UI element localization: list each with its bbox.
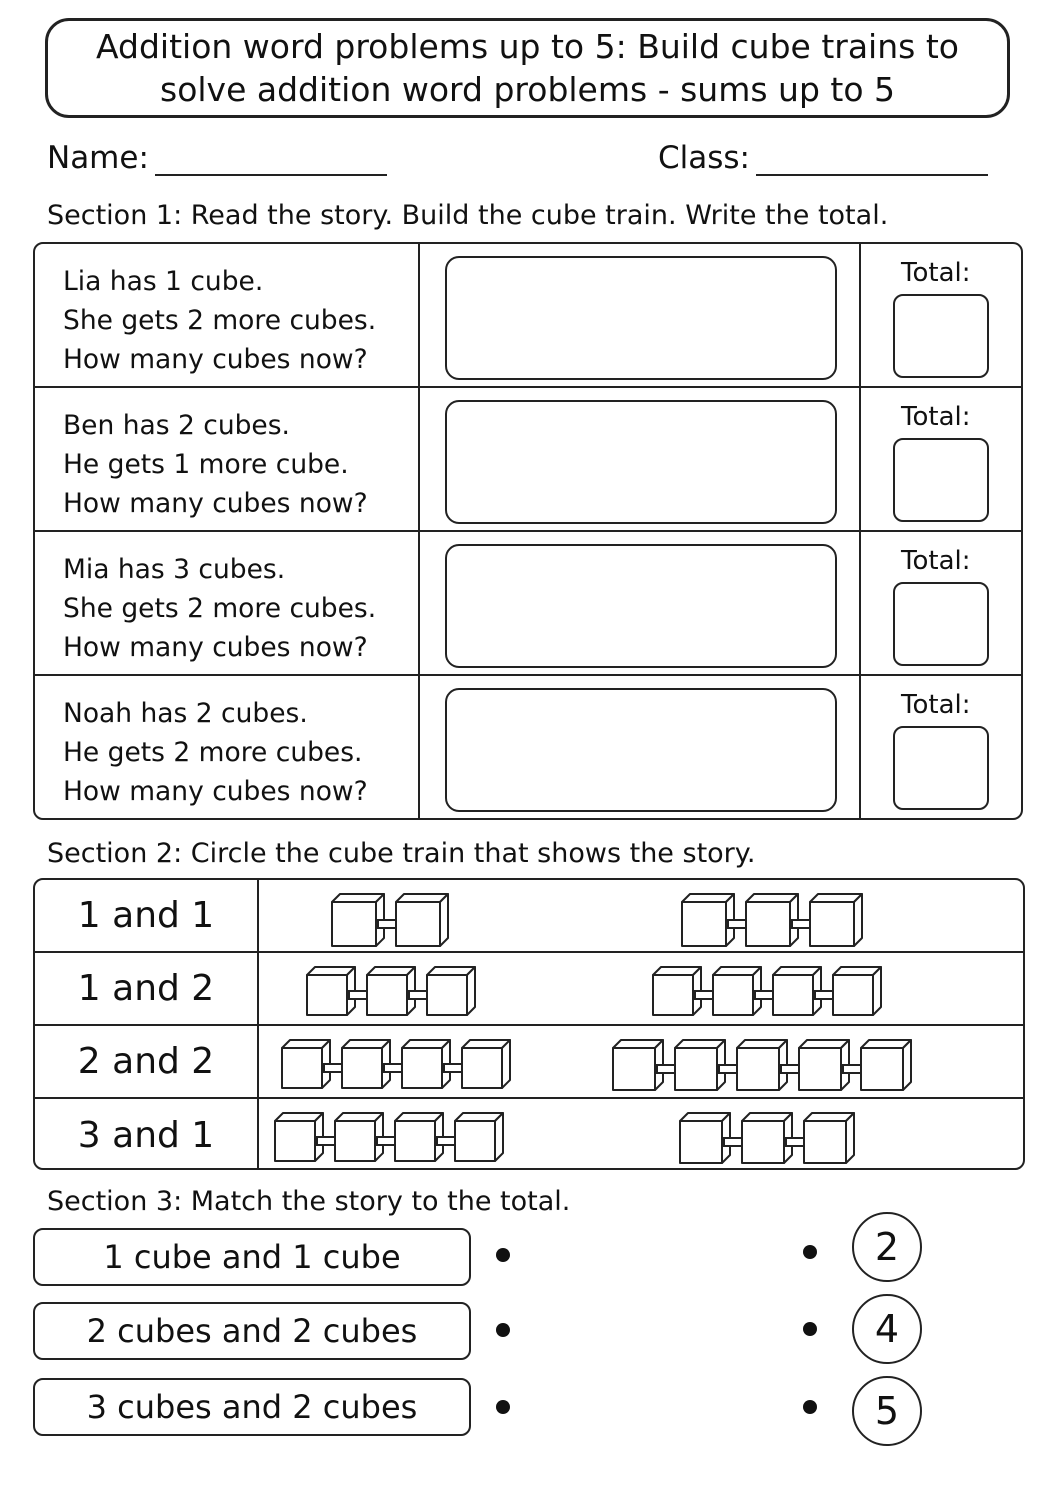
- cube: [282, 1040, 330, 1088]
- cube-connector: [719, 1065, 737, 1073]
- cube: [307, 967, 355, 1015]
- cube-connector: [377, 1137, 395, 1145]
- cube: [680, 1113, 730, 1163]
- total-answer-box[interactable]: [893, 438, 989, 522]
- story-line: He gets 2 more cubes.: [63, 737, 363, 768]
- cube-train-option-a[interactable]: [280, 1038, 512, 1090]
- train-row: [35, 880, 1023, 953]
- cube: [367, 967, 415, 1015]
- name-label: Name:: [47, 140, 149, 176]
- cube-connector: [724, 1138, 742, 1146]
- cube: [342, 1040, 390, 1088]
- name-blank[interactable]: [155, 146, 387, 176]
- match-dot-left[interactable]: [496, 1400, 510, 1414]
- row-label: 2 and 2: [77, 1041, 215, 1082]
- cube: [833, 967, 881, 1015]
- cube: [737, 1040, 787, 1090]
- cube: [773, 967, 821, 1015]
- cube: [653, 967, 701, 1015]
- title-line-2: solve addition word problems - sums up to 5: [160, 70, 895, 109]
- match-dot-left[interactable]: [496, 1323, 510, 1337]
- cube: [742, 1113, 792, 1163]
- cube: [427, 967, 475, 1015]
- cube: [799, 1040, 849, 1090]
- total-label: Total:: [901, 258, 971, 288]
- cube-connector: [843, 1065, 861, 1073]
- cube-train-option-b[interactable]: [680, 892, 864, 948]
- cube: [275, 1113, 323, 1161]
- cube: [675, 1040, 725, 1090]
- cube-connector: [317, 1137, 335, 1145]
- cube: [682, 894, 734, 946]
- cube: [804, 1113, 854, 1163]
- cube-connector: [786, 1138, 804, 1146]
- cube-connector: [324, 1064, 342, 1072]
- cube: [396, 894, 448, 946]
- total-answer-box[interactable]: [893, 294, 989, 378]
- story-line: Ben has 2 cubes.: [63, 410, 290, 441]
- story-line: Noah has 2 cubes.: [63, 698, 308, 729]
- train-row: [35, 1026, 1023, 1099]
- story-line: She gets 2 more cubes.: [63, 593, 377, 624]
- total-answer-box[interactable]: [893, 582, 989, 666]
- row-label: 3 and 1: [77, 1115, 215, 1156]
- name-field: [47, 140, 387, 176]
- story-line: How many cubes now?: [63, 344, 368, 375]
- story-row: [35, 244, 1021, 388]
- match-dot-right[interactable]: [803, 1400, 817, 1414]
- story-row: [35, 676, 1021, 820]
- cube-connector: [755, 991, 773, 999]
- cube: [455, 1113, 503, 1161]
- cube-connector: [444, 1064, 462, 1072]
- cube-connector: [728, 920, 746, 928]
- cube-connector: [781, 1065, 799, 1073]
- section2-heading: Section 2: Circle the cube train that shows the story.: [47, 838, 756, 869]
- cube-train-option-b[interactable]: [611, 1038, 913, 1092]
- train-row: [35, 953, 1023, 1026]
- cube: [395, 1113, 443, 1161]
- match-dot-left[interactable]: [496, 1248, 510, 1262]
- cube-connector: [384, 1064, 402, 1072]
- cube-train-option-b[interactable]: [678, 1111, 856, 1165]
- title-line-1: Addition word problems up to 5: Build cube trains to: [96, 27, 959, 66]
- cube: [810, 894, 862, 946]
- cube: [713, 967, 761, 1015]
- cube-connector: [657, 1065, 675, 1073]
- cube: [335, 1113, 383, 1161]
- cube: [462, 1040, 510, 1088]
- cube-train-option-a[interactable]: [273, 1111, 505, 1163]
- section1-table: [33, 242, 1023, 820]
- class-label: Class:: [658, 140, 751, 176]
- match-dot-right[interactable]: [803, 1322, 817, 1336]
- cube-connector: [695, 991, 713, 999]
- match-story-2: 2 cubes and 2 cubes: [33, 1302, 471, 1360]
- total-label: Total:: [901, 402, 971, 432]
- total-label: Total:: [901, 690, 971, 720]
- cube-train-option-a[interactable]: [305, 965, 477, 1017]
- story-text: [63, 262, 376, 379]
- story-text: [63, 550, 376, 667]
- section1-heading: Section 1: Read the story. Build the cube train. Write the total.: [47, 200, 889, 231]
- section2-table: [33, 878, 1025, 1170]
- cube-connector: [792, 920, 810, 928]
- story-row: [35, 532, 1021, 676]
- cube: [613, 1040, 663, 1090]
- story-text: [63, 406, 368, 523]
- story-line: How many cubes now?: [63, 632, 368, 663]
- cube-connector: [409, 991, 427, 999]
- cube: [746, 894, 798, 946]
- story-line: How many cubes now?: [63, 776, 368, 807]
- story-row: [35, 388, 1021, 532]
- cube: [332, 894, 384, 946]
- class-blank[interactable]: [756, 146, 988, 176]
- cube: [402, 1040, 450, 1088]
- cube-connector: [815, 991, 833, 999]
- cube-train-option-a[interactable]: [330, 892, 450, 948]
- row-label: 1 and 2: [77, 968, 215, 1009]
- story-line: Lia has 1 cube.: [63, 266, 264, 297]
- cube: [861, 1040, 911, 1090]
- match-dot-right[interactable]: [803, 1245, 817, 1259]
- total-circle: 4: [852, 1294, 922, 1364]
- cube-connector: [437, 1137, 455, 1145]
- total-circle: 2: [852, 1212, 922, 1282]
- cube-train-option-b[interactable]: [651, 965, 883, 1017]
- cube-connector: [349, 991, 367, 999]
- row-label: 1 and 1: [77, 895, 215, 936]
- cube-train-box[interactable]: [445, 688, 837, 812]
- section3-heading: Section 3: Match the story to the total.: [47, 1186, 571, 1217]
- story-line: He gets 1 more cube.: [63, 449, 349, 480]
- match-story-1: 1 cube and 1 cube: [33, 1228, 471, 1286]
- cube-train-box[interactable]: [445, 400, 837, 524]
- total-circle: 5: [852, 1376, 922, 1446]
- story-text: [63, 694, 368, 811]
- story-line: Mia has 3 cubes.: [63, 554, 286, 585]
- class-field: [658, 140, 988, 176]
- story-line: She gets 2 more cubes.: [63, 305, 377, 336]
- total-label: Total:: [901, 546, 971, 576]
- total-answer-box[interactable]: [893, 726, 989, 810]
- cube-connector: [378, 920, 396, 928]
- story-line: How many cubes now?: [63, 488, 368, 519]
- cube-train-box[interactable]: [445, 256, 837, 380]
- worksheet-title: [45, 18, 1010, 118]
- cube-train-box[interactable]: [445, 544, 837, 668]
- train-row: [35, 1099, 1023, 1172]
- match-story-3: 3 cubes and 2 cubes: [33, 1378, 471, 1436]
